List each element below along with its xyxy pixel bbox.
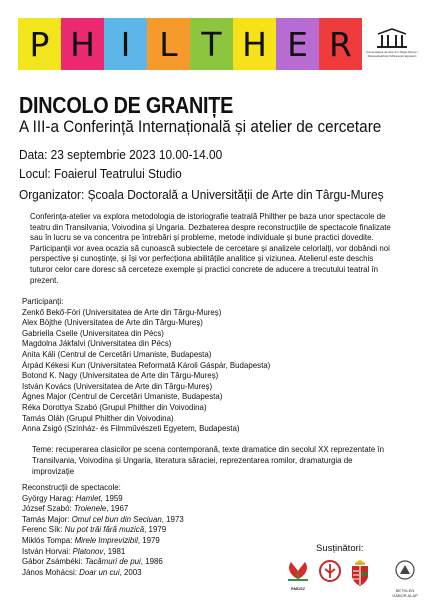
work-title: Mirele Imprevizibil — [74, 534, 138, 545]
work-year: , 2003 — [119, 566, 142, 577]
event-location: Locul: Foaierul Teatrului Studio — [19, 166, 182, 181]
coat-of-arms-logo — [349, 559, 371, 592]
banner-letter: P — [18, 18, 61, 70]
university-logo — [364, 28, 420, 58]
banner-letter: H — [61, 18, 104, 70]
banner-letter: I — [104, 18, 147, 70]
list-item — [22, 556, 184, 567]
list-item — [22, 567, 184, 578]
banner-letter: R — [319, 18, 362, 70]
work-year: , 1979 — [144, 524, 167, 535]
banner-letter: T — [190, 18, 233, 70]
tree-emblem-icon — [318, 559, 342, 585]
list-item: Botond K. Nagy (Universitatea de Arte din Târgu-Mureș) — [22, 370, 219, 381]
work-title: Nu pot trăi fără muzică — [64, 524, 145, 535]
director-name: István Horvai: — [22, 545, 73, 556]
list-item: Alex Böjthe (Universitatea de Arte din Târgu-Mureș) — [22, 317, 203, 328]
philther-logo-banner — [18, 18, 362, 70]
list-item — [22, 493, 184, 504]
coat-of-arms-icon — [349, 559, 371, 587]
reconstructions-heading: Reconstrucții de spectacole: — [22, 482, 121, 492]
director-name: József Szabó: — [22, 503, 74, 514]
sponsors-label: Susținători: — [316, 543, 364, 554]
bethlen-gabor-logo — [390, 559, 420, 598]
work-title: Tacâmuri de pui — [84, 556, 141, 567]
list-item: Magdolna Jákfalvi (Universitatea din Pécs) — [22, 338, 172, 349]
work-year: , 1986 — [140, 556, 163, 567]
list-item: Anita Káli (Centrul de Cercetări Umaniste, Budapesta) — [22, 348, 212, 359]
list-item: Tamás Oláh (Grupul Philther din Voivodina) — [22, 412, 174, 423]
director-name: János Mohácsi: — [22, 566, 80, 577]
list-item: Réka Dorottya Szabó (Grupul Philther din Voivodina) — [22, 401, 207, 412]
list-item: Anna Zsigó (Színház- és Filmművészeti Egyetem, Budapesta) — [22, 423, 240, 434]
list-item: Gabriella Cselle (Universitatea din Pécs) — [22, 327, 164, 338]
themes-paragraph: Teme: recuperarea clasicilor pe scena contemporană, texte dramatice din secolul XX reprezentate în Transilvania, Voivodina și Ungaria, literatura săraciei, reprezentarea romilor, dramaturgia de improvizație — [32, 444, 385, 476]
rmdsz-logo — [283, 559, 313, 591]
university-logo-text: Universitatea de Arte din Târgu-Mureș / Marosvásárhelyi Művészeti Egyetem — [365, 50, 419, 58]
participants-heading: Participanți: — [22, 296, 64, 306]
building-icon — [375, 28, 409, 50]
bethlen-text: BETHLEN GÁBOR ALAP — [392, 588, 418, 598]
banner-letter: H — [233, 18, 276, 70]
work-title: Omul cel bun din Seciuan — [71, 513, 162, 524]
reconstructions-list — [22, 482, 198, 577]
event-date: Data: 23 septembrie 2023 10.00-14.00 — [19, 147, 223, 162]
list-item — [22, 546, 184, 557]
director-name: Ferenc Sík: — [22, 524, 65, 535]
list-item — [22, 514, 184, 525]
list-item — [22, 524, 184, 535]
list-item — [22, 503, 184, 514]
event-description: Conferința-atelier va explora metodologia de istoriografie teatrală Philther pe baza unor spectacole de teatru din Transilvania, Voivodina și Ungaria. Dezbaterea despre reconstrucțiile de spectacole finalizate sau în lucru se va concentra pe întrebări și probleme, metode individuale și bune practici dovedite. Participanții vor avea ocazia să cunoască subiectele de cercetare și analizele celorlalți, vor dobândi noi perspective și cunoștințe, și își vor perfecționa abilitățile analitice și viziunea. Atelierul este deschis tuturor celor care doresc să cerceteze exemple și practici concrete de aducere a trecutului teatral în prezent. — [30, 211, 391, 285]
page-title: DINCOLO DE GRANIȚE — [19, 92, 234, 118]
work-year: , 1973 — [161, 513, 184, 524]
banner-letter: E — [276, 18, 319, 70]
director-name: Gábor Zsámbéki: — [22, 556, 85, 567]
work-title: Troienele — [73, 503, 107, 514]
partner-logo-red — [318, 559, 342, 590]
participants-list — [22, 296, 292, 434]
work-title: Doar un cui — [79, 566, 120, 577]
event-organizer: Organizator: Școala Doctorală a Universității de Arte din Târgu-Mureș — [19, 187, 384, 202]
work-year: , 1981 — [103, 545, 126, 556]
work-year: , 1959 — [100, 492, 123, 503]
banner-letter: L — [147, 18, 190, 70]
director-name: Miklós Tompa: — [22, 534, 75, 545]
page-subtitle: A III-a Conferință Internațională și atelier de cercetare — [19, 117, 382, 136]
work-title: Platonov — [72, 545, 104, 556]
director-name: György Harag: — [22, 492, 76, 503]
list-item: Ágnes Major (Centrul de Cercetări Umaniste, Budapesta) — [22, 391, 223, 402]
work-year: , 1979 — [137, 534, 160, 545]
bethlen-seal-icon — [390, 559, 420, 583]
list-item: Zenkő Bekő-Fóri (Universitatea de Arte din Târgu-Mureș) — [22, 306, 222, 317]
list-item — [22, 535, 184, 546]
work-year: , 1967 — [106, 503, 129, 514]
director-name: Tamás Major: — [22, 513, 72, 524]
rmdsz-text: RMDSZ — [290, 586, 306, 591]
list-item: Árpád Kékesi Kun (Universitatea Reformată Károli Gáspár, Budapesta) — [22, 359, 271, 370]
list-item: István Kovács (Universitatea de Arte din Târgu-Mureș) — [22, 380, 213, 391]
work-title: Hamlet — [75, 492, 101, 503]
tulip-icon — [283, 559, 313, 581]
